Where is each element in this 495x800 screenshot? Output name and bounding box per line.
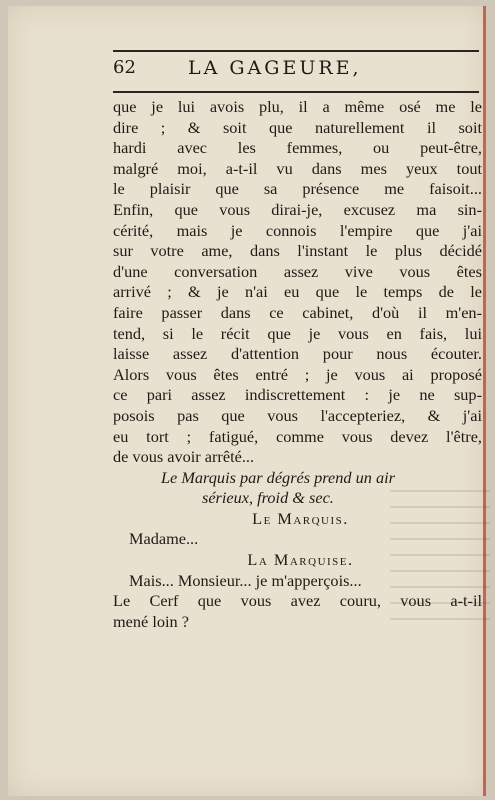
text-line: arrivé ; & je n'ai eu que le temps de le (113, 282, 482, 302)
text-line: ce pari assez indiscrettement : je ne sup- (113, 385, 482, 405)
speaker-name: Le Marquis. (252, 508, 349, 528)
speech-line: mené loin ? (113, 611, 189, 631)
stage-direction-line: Le Marquis par dégrés prend un air (161, 467, 395, 487)
text-line: posois pas que vous l'accepteriez, & j'ai (113, 405, 482, 425)
text-line: d'une conversation assez vive vous êtes (113, 261, 482, 281)
text-line: dire ; & soit que naturellement il soit (113, 117, 482, 137)
text-line: que je lui avois plu, il a même osé me le (113, 97, 482, 116)
text-line: le plaisir que sa présence me faisoit... (113, 179, 482, 199)
text-line: Alors vous êtes entré ; je vous ai proposé (113, 364, 482, 384)
speech-line: Le Cerf que vous avez couru, vous a-t-il (113, 591, 482, 611)
text-line: de vous avoir arrêté... (113, 447, 255, 467)
page-edge (483, 6, 486, 796)
speaker-name: La Marquise. (247, 550, 354, 570)
speech-line: Mais... Monsieur... je m'apperçois... (129, 570, 362, 590)
text-line: faire passer dans ce cabinet, d'où il m'en- (113, 302, 482, 322)
speech-line: Madame... (129, 529, 199, 549)
text-line: laisse assez d'attention pour nous écouter. (113, 344, 482, 364)
header-rule-bottom (113, 91, 479, 93)
text-line: sur votre ame, dans l'instant le plus décidé (113, 241, 482, 261)
header-rule-top (113, 50, 479, 52)
body-text (113, 97, 482, 632)
page-number: 62 (113, 57, 136, 78)
text-line: malgré moi, a-t-il vu dans mes yeux tout (113, 158, 482, 178)
text-line: cérité, mais je connois l'empire que j'ai (113, 220, 482, 240)
text-line: Enfin, que vous dirai-je, excusez ma sin- (113, 199, 482, 219)
text-line: hardi avec les femmes, ou peut-être, (113, 138, 482, 158)
page-header (113, 57, 479, 87)
text-line: tend, si le récit que je vous en fais, lui (113, 323, 482, 343)
running-title: LA GAGEURE, (188, 57, 362, 79)
text-line: eu tort ; fatigué, comme vous devez l'être, (113, 426, 482, 446)
stage-direction-line: sérieux, froid & sec. (202, 488, 334, 508)
